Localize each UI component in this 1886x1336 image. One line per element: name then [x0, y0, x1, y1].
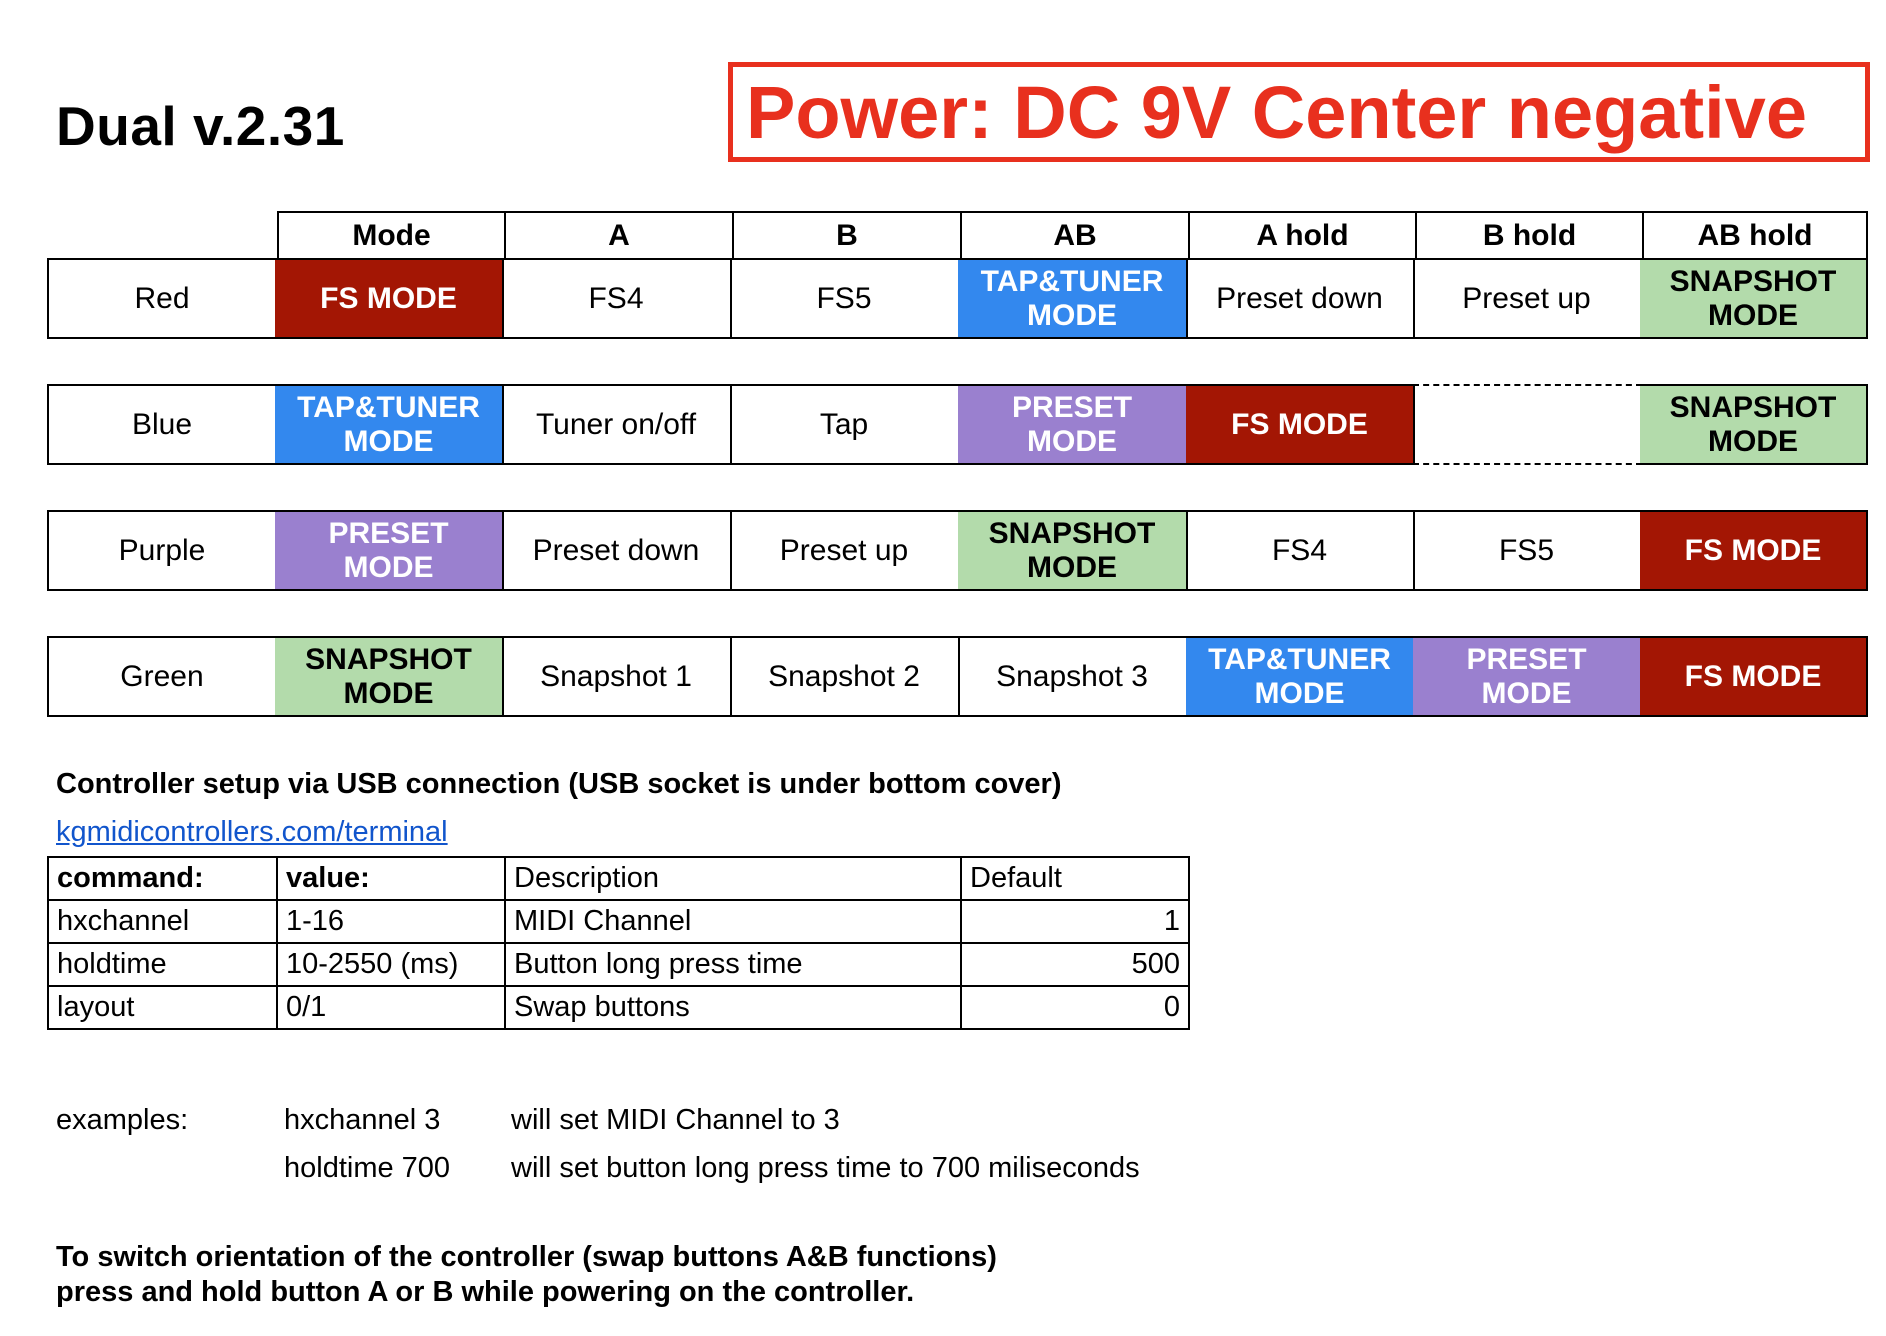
mode-row-purple [47, 510, 1868, 591]
command-table [47, 856, 1190, 1030]
cell-command: holdtime [48, 943, 277, 986]
header-ab-hold: AB hold [1642, 211, 1868, 258]
footer-line-2: press and hold button A or B while powering on the controller. [56, 1276, 915, 1308]
col-value: value: [277, 857, 505, 900]
cell-description: MIDI Channel [505, 900, 961, 943]
cell-default: 0 [961, 986, 1189, 1029]
action-cell: Preset down [1186, 258, 1415, 339]
row-label: Blue [47, 384, 277, 465]
header-a-hold: A hold [1188, 211, 1417, 258]
header-b: B [732, 211, 962, 258]
mode-badge-purple: PRESET MODE [958, 384, 1188, 465]
mode-badge-purple: PRESET MODE [1413, 636, 1642, 717]
header-ab: AB [960, 211, 1190, 258]
table-row [48, 943, 1189, 986]
table-row [48, 986, 1189, 1029]
action-cell: Preset up [730, 510, 960, 591]
row-label: Purple [47, 510, 277, 591]
mode-row-green [47, 636, 1868, 717]
mode-badge-red: FS MODE [1640, 510, 1868, 591]
action-cell: FS5 [730, 258, 960, 339]
header-a: A [504, 211, 734, 258]
power-notice: Power: DC 9V Center negative [728, 62, 1870, 162]
example-effect: will set button long press time to 700 miliseconds [511, 1152, 1140, 1184]
action-cell: Snapshot 3 [958, 636, 1188, 717]
mode-row-red [47, 258, 1868, 339]
empty-cell [1413, 384, 1642, 465]
mode-row-blue [47, 384, 1868, 465]
cell-default: 500 [961, 943, 1189, 986]
mode-badge-green: SNAPSHOT MODE [275, 636, 504, 717]
mode-badge-blue: TAP&TUNER MODE [958, 258, 1188, 339]
page-title: Dual v.2.31 [56, 95, 345, 157]
examples-label: examples: [56, 1104, 189, 1136]
row-label: Red [47, 258, 277, 339]
footer-note [56, 1240, 997, 1310]
terminal-link[interactable]: kgmidicontrollers.com/terminal [56, 816, 448, 848]
cell-command: layout [48, 986, 277, 1029]
setup-heading: Controller setup via USB connection (USB socket is under bottom cover) [56, 768, 1062, 800]
action-cell: FS4 [502, 258, 732, 339]
mode-badge-green: SNAPSHOT MODE [1640, 384, 1868, 465]
footer-line-1: To switch orientation of the controller (swap buttons A&B functions) [56, 1241, 997, 1273]
mode-badge-red: FS MODE [275, 258, 504, 339]
action-cell: Snapshot 2 [730, 636, 960, 717]
cell-default: 1 [961, 900, 1189, 943]
action-cell: Tuner on/off [502, 384, 732, 465]
header-mode: Mode [277, 211, 506, 258]
cell-value: 0/1 [277, 986, 505, 1029]
mode-badge-blue: TAP&TUNER MODE [1186, 636, 1415, 717]
mode-badge-green: SNAPSHOT MODE [1640, 258, 1868, 339]
action-cell: Snapshot 1 [502, 636, 732, 717]
cell-description: Swap buttons [505, 986, 961, 1029]
example-effect: will set MIDI Channel to 3 [511, 1104, 840, 1136]
command-table-header [48, 857, 1189, 900]
mode-badge-purple: PRESET MODE [275, 510, 504, 591]
cell-value: 1-16 [277, 900, 505, 943]
mode-badge-red: FS MODE [1186, 384, 1415, 465]
header-b-hold: B hold [1415, 211, 1644, 258]
col-default: Default [961, 857, 1189, 900]
row-label: Green [47, 636, 277, 717]
cell-description: Button long press time [505, 943, 961, 986]
action-cell: FS4 [1186, 510, 1415, 591]
action-cell: Preset down [502, 510, 732, 591]
col-description: Description [505, 857, 961, 900]
action-cell: FS5 [1413, 510, 1642, 591]
cell-command: hxchannel [48, 900, 277, 943]
col-command: command: [48, 857, 277, 900]
cell-value: 10-2550 (ms) [277, 943, 505, 986]
example-command: hxchannel 3 [284, 1104, 441, 1136]
action-cell: Tap [730, 384, 960, 465]
mode-badge-red: FS MODE [1640, 636, 1868, 717]
example-command: holdtime 700 [284, 1152, 451, 1184]
mode-badge-blue: TAP&TUNER MODE [275, 384, 504, 465]
table-row [48, 900, 1189, 943]
mode-badge-green: SNAPSHOT MODE [958, 510, 1188, 591]
action-cell: Preset up [1413, 258, 1642, 339]
